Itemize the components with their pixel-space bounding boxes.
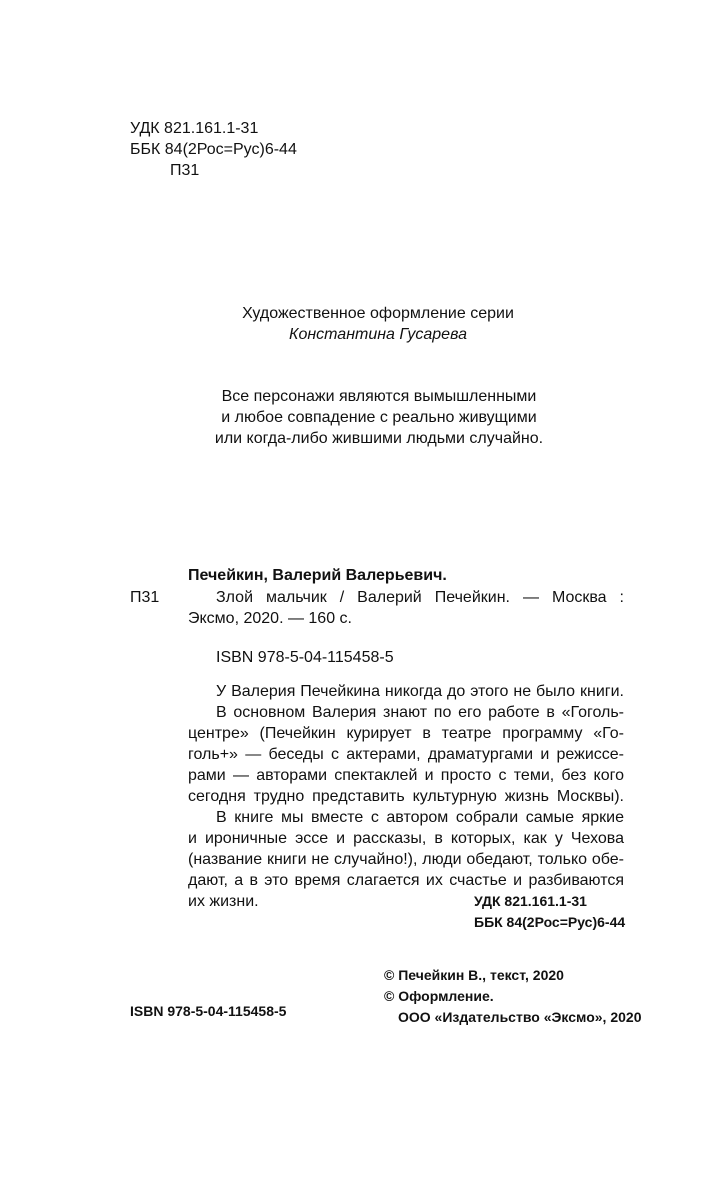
annotation-line: В основном Валерия знают по его работе в «Гоголь- [216, 704, 624, 721]
annotation-line: У Валерия Печейкина никогда до этого не было книги. [216, 683, 624, 700]
bbk-code: ББК 84(2Рос=Рус)6-44 [130, 141, 297, 158]
design-credit-artist: Константина Гусарева [289, 326, 467, 343]
bottom-bbk-code: ББК 84(2Рос=Рус)6-44 [474, 914, 626, 930]
annotation-line: дают, а в это время слагается их счастье и разбиваются [188, 872, 624, 889]
annotation-line: (название книги не случайно!), люди обедают, только обе- [188, 851, 624, 868]
udk-code: УДК 821.161.1-31 [130, 120, 259, 137]
disclaimer-line: и любое совпадение с реально живущими [221, 409, 537, 426]
bottom-codes [474, 891, 625, 933]
annotation-line: центре» (Печейкин курирует в театре программу «Го- [188, 725, 624, 742]
copyright [384, 965, 641, 1028]
copyright-publisher: ООО «Издательство «Эксмо», 2020 [398, 1009, 642, 1025]
design-credit [0, 303, 715, 345]
bottom-udk-code: УДК 821.161.1-31 [474, 893, 587, 909]
author-mark: П31 [170, 162, 200, 179]
design-credit-line1: Художественное оформление серии [242, 305, 514, 322]
disclaimer-line: или когда-либо жившими людьми случайно. [214, 430, 544, 447]
catalog-title-line1: Злой мальчик / Валерий Печейкин. — Москва : [216, 589, 624, 606]
top-codes [130, 118, 297, 181]
catalog-author: Печейкин, Валерий Валерьевич. [188, 567, 447, 584]
disclaimer-line: Все персонажи являются вымышленными [221, 388, 537, 405]
annotation-line: рами — авторами спектаклей и просто с теми, без кого [188, 767, 624, 784]
annotation-line: их жизни. [188, 893, 259, 910]
catalog-author-mark: П31 [130, 589, 160, 606]
annotation [188, 681, 624, 912]
bottom-isbn: ISBN 978-5-04-115458-5 [130, 1003, 287, 1019]
annotation-line: голь+» — беседы с актерами, драматургами и режиссе- [188, 746, 624, 763]
catalog-isbn: ISBN 978-5-04-115458-5 [216, 649, 394, 666]
copyright-design: © Оформление. [384, 988, 494, 1004]
annotation-line: В книге мы вместе с автором собрали самые яркие [216, 809, 624, 826]
copyright-author: © Печейкин В., текст, 2020 [384, 967, 564, 983]
annotation-line: сегодня трудно представить культурную жизнь Москвы). [188, 788, 624, 805]
disclaimer [0, 386, 715, 449]
catalog-title-line2: Эксмо, 2020. — 160 с. [188, 610, 352, 627]
annotation-line: и ироничные эссе и рассказы, в которых, как у Чехова [188, 830, 624, 847]
